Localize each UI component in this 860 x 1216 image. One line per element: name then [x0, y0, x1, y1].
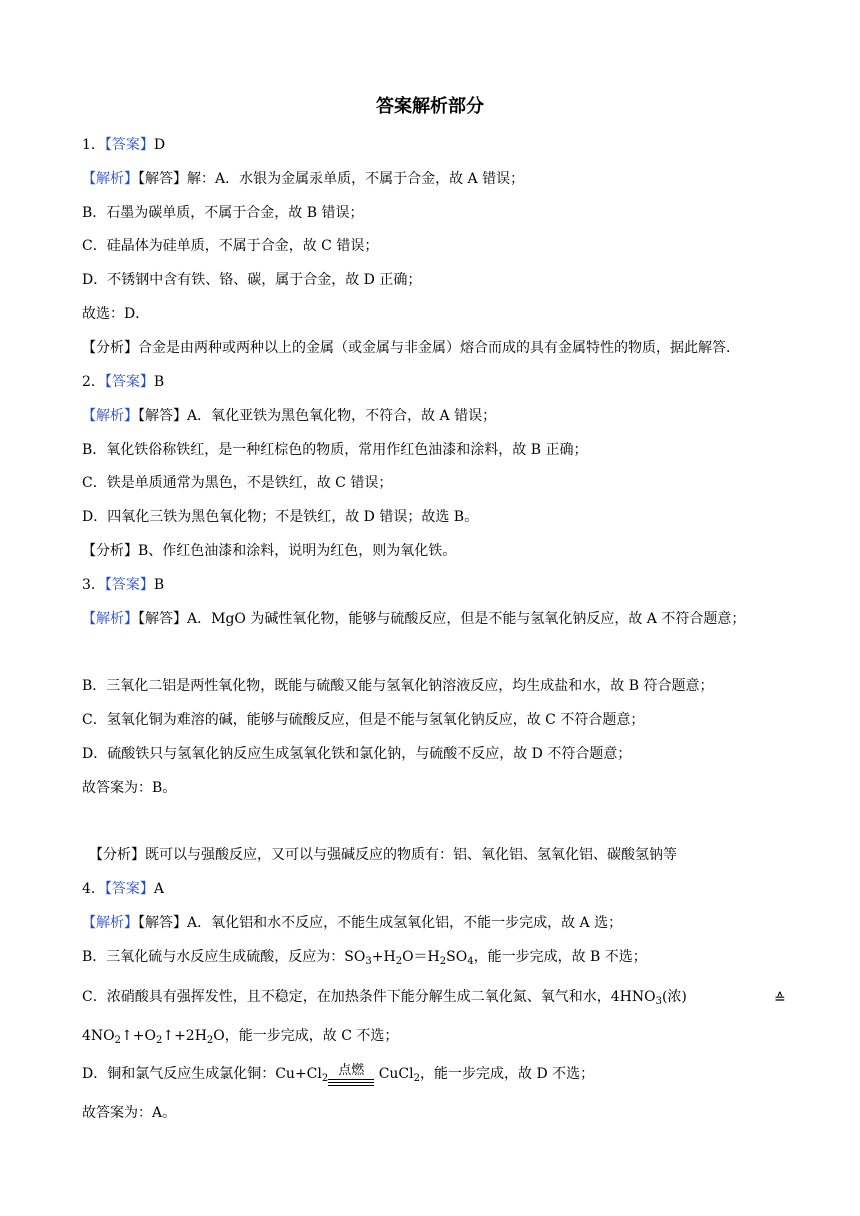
- q3-solution-line-2: B．三氧化二铝是两性氧化物，既能与硫酸又能与氢氧化钠溶液反应，均生成盐和水，故 B 符合题意；: [82, 678, 714, 694]
- q2-solution-line-3: C．铁是单质通常为黑色，不是铁红，故 C 错误；: [82, 475, 393, 491]
- q3-solution-line-3: C．氢氧化铜为难溶的碱，能够与硫酸反应，但是不能与氢氧化钠反应，故 C 不符合题意；: [82, 712, 645, 728]
- q4-l5-part: CuCl: [374, 1066, 414, 1082]
- jiexi-label: 【解析】: [82, 408, 138, 424]
- q4-solution-line-5: [82, 1064, 594, 1086]
- q3-text-1: A．MgO 为碱性氧化物，能够与硫酸反应，但是不能与氢氧化钠反应，故 A 不符合题意；: [187, 611, 746, 627]
- answer-label: 【答案】: [104, 577, 154, 593]
- jiexi-label: 【解析】: [82, 611, 138, 627]
- jieda-label: 【解答】: [138, 408, 187, 424]
- q3-answer-line: [82, 575, 164, 595]
- fenxi-label: 【分析】: [82, 543, 138, 559]
- q4-solution-line-1: [82, 913, 622, 933]
- subscript: 2: [206, 1035, 214, 1046]
- subscript: 2: [155, 1035, 163, 1046]
- q4-solution-line-6: 故答案为：A。: [82, 1105, 177, 1121]
- q1-analysis: 合金是由两种或两种以上的金属（或金属与非金属）熔合而成的具有金属特性的物质，据此解答.: [138, 340, 731, 356]
- heating-condition-icon: ≙: [774, 991, 786, 1007]
- q4-l4-part: 4NO: [82, 1028, 115, 1044]
- q4-l4-part: ↑+2H: [162, 1028, 207, 1044]
- q2-answer-line: [82, 372, 164, 392]
- fenxi-label: 【分析】: [89, 847, 145, 863]
- jieda-label: 【解答】: [138, 171, 187, 187]
- q1-solution-line-4: D．不锈钢中含有铁、铬、碳，属于合金，故 D 正确；: [82, 272, 422, 288]
- subscript: 3: [365, 956, 372, 967]
- q1-solution-line-2: B．石墨为碳单质，不属于合金，故 B 错误；: [82, 205, 364, 221]
- q4-text-1: A．氧化铝和水不反应，不能生成氢氧化铝，不能一步完成，故 A 选；: [187, 915, 623, 931]
- jieda-label: 【解答】: [138, 611, 187, 627]
- q4-l4-part: ↑+O: [121, 1028, 156, 1044]
- q2-answer: B: [153, 374, 165, 390]
- q1-analysis-line: [82, 338, 730, 358]
- q3-solution-line-4: D．硫酸铁只与氢氧化钠反应生成氢氧化铁和氯化钠，与硫酸不反应，故 D 不符合题意；: [82, 746, 632, 762]
- jiexi-label: 【解析】: [82, 171, 138, 187]
- q4-solution-line-4: [82, 1026, 398, 1046]
- subscript: 2: [114, 1035, 122, 1046]
- q4-solution-line-2: [82, 947, 647, 967]
- q2-analysis: B、作红色油漆和涂料，说明为红色，则为氧化铁。: [138, 543, 457, 559]
- q2-text-1: A．氧化亚铁为黑色氧化物，不符合，故 A 错误；: [187, 408, 497, 424]
- q4-l3-part: (浓): [661, 989, 687, 1005]
- q3-analysis-line: [89, 845, 677, 865]
- q4-l2-part: O＝H: [402, 949, 440, 965]
- q2-solution-line-4: D．四氧化三铁为黑色氧化物；不是铁红，故 D 错误；故选 B。: [82, 509, 479, 525]
- q1-answer: D: [153, 137, 166, 153]
- equals-mark: [328, 1083, 374, 1086]
- q1-solution-line-5: 故选：D．: [82, 306, 150, 322]
- fenxi-label: 【分析】: [82, 340, 138, 356]
- q4-l5-part: ，能一步完成，故 D 不选；: [420, 1066, 595, 1082]
- condition-label: 点燃: [338, 1063, 365, 1078]
- q4-l4-part: O，能一步完成，故 C 不选；: [213, 1028, 399, 1044]
- q1-number: 1．: [82, 137, 105, 153]
- q1-answer-line: [82, 135, 165, 155]
- q1-solution-line-1: [82, 169, 524, 189]
- subscript: 2: [395, 956, 403, 967]
- answer-label: 【答案】: [104, 137, 154, 153]
- q4-l2-part: ，能一步完成，故 B 不选；: [473, 949, 647, 965]
- q4-answer-line: [82, 879, 164, 899]
- ignition-condition: [328, 1064, 374, 1086]
- subscript: 2: [413, 1073, 420, 1084]
- jiexi-label: 【解析】: [82, 915, 138, 931]
- q2-analysis-line: [82, 541, 456, 561]
- q3-solution-line-5: 故答案为：B。: [82, 780, 177, 796]
- subscript: 2: [321, 1073, 329, 1084]
- q3-analysis: 既可以与强酸反应，又可以与强碱反应的物质有：铝、氧化铝、氢氧化铝、碳酸氢钠等: [145, 847, 677, 863]
- q1-solution-line-3: C．硅晶体为硅单质，不属于合金，故 C 错误；: [82, 238, 379, 254]
- q4-l2-part: SO: [446, 949, 468, 965]
- answer-label: 【答案】: [104, 374, 154, 390]
- q1-text-1: 解：A．水银为金属汞单质，不属于合金，故 A 错误；: [187, 171, 525, 187]
- q4-l2-part: B．三氧化硫与水反应生成硫酸，反应为：SO: [82, 949, 366, 965]
- q4-answer: A: [153, 881, 165, 897]
- subscript: 3: [655, 996, 662, 1007]
- q4-l5-part: D．铜和氯气反应生成氯化铜：Cu+Cl: [82, 1066, 322, 1082]
- q4-solution-line-3: [82, 987, 687, 1007]
- q3-number: 3．: [82, 577, 105, 593]
- answer-label: 【答案】: [104, 881, 154, 897]
- subscript: 2: [439, 956, 447, 967]
- q4-l2-part: +H: [371, 949, 396, 965]
- q4-number: 4．: [82, 881, 105, 897]
- q3-answer: B: [153, 577, 165, 593]
- q3-solution-line-1: [82, 609, 745, 629]
- subscript: 4: [467, 956, 474, 967]
- q4-l3-part: C．浓硝酸具有强挥发性，且不稳定，在加热条件下能分解生成二氧化氮、氧气和水，4HNO: [82, 989, 656, 1005]
- q2-number: 2．: [82, 374, 105, 390]
- page-title: 答案解析部分: [376, 96, 484, 117]
- q2-solution-line-1: [82, 406, 496, 426]
- jieda-label: 【解答】: [138, 915, 187, 931]
- q2-solution-line-2: B．氧化铁俗称铁红，是一种红棕色的物质，常用作红色油漆和涂料，故 B 正确；: [82, 442, 588, 458]
